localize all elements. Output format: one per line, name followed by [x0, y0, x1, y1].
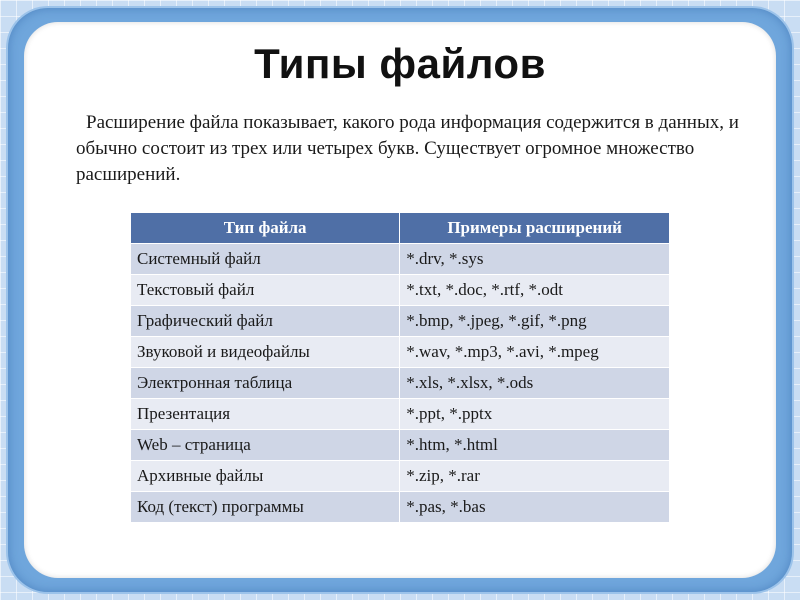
file-type-cell: Текстовый файл — [131, 275, 400, 306]
table-row — [131, 275, 670, 306]
file-type-cell: Звуковой и видеофайлы — [131, 337, 400, 368]
slide-title: Типы файлов — [254, 40, 546, 87]
table-row — [131, 430, 670, 461]
table-row — [131, 244, 670, 275]
table-row — [131, 399, 670, 430]
table-row — [131, 306, 670, 337]
table-row — [131, 368, 670, 399]
header-file-type: Тип файла — [131, 213, 400, 244]
extensions-cell: *.pas, *.bas — [400, 492, 670, 523]
header-extension-examples: Примеры расширений — [400, 213, 670, 244]
extensions-cell: *.xls, *.xlsx, *.ods — [400, 368, 670, 399]
slide-description: Расширение файла показывает, какого рода информация содержится в данных, и обычно состоит из трех или четырех букв. Существует огромное множество расширений. — [76, 112, 739, 185]
extensions-cell: *.zip, *.rar — [400, 461, 670, 492]
table-row — [131, 492, 670, 523]
file-type-cell: Архивные файлы — [131, 461, 400, 492]
table-row — [131, 461, 670, 492]
file-type-cell: Графический файл — [131, 306, 400, 337]
extensions-cell: *.htm, *.html — [400, 430, 670, 461]
extensions-cell: *.ppt, *.pptx — [400, 399, 670, 430]
file-type-cell: Код (текст) программы — [131, 492, 400, 523]
file-types-table — [130, 212, 670, 523]
file-type-cell: Системный файл — [131, 244, 400, 275]
extensions-cell: *.bmp, *.jpeg, *.gif, *.png — [400, 306, 670, 337]
table-row — [131, 337, 670, 368]
extensions-cell: *.drv, *.sys — [400, 244, 670, 275]
table-header-row — [131, 213, 670, 244]
file-type-cell: Web – страница — [131, 430, 400, 461]
extensions-cell: *.wav, *.mp3, *.avi, *.mpeg — [400, 337, 670, 368]
extensions-cell: *.txt, *.doc, *.rtf, *.odt — [400, 275, 670, 306]
file-type-cell: Презентация — [131, 399, 400, 430]
file-type-cell: Электронная таблица — [131, 368, 400, 399]
